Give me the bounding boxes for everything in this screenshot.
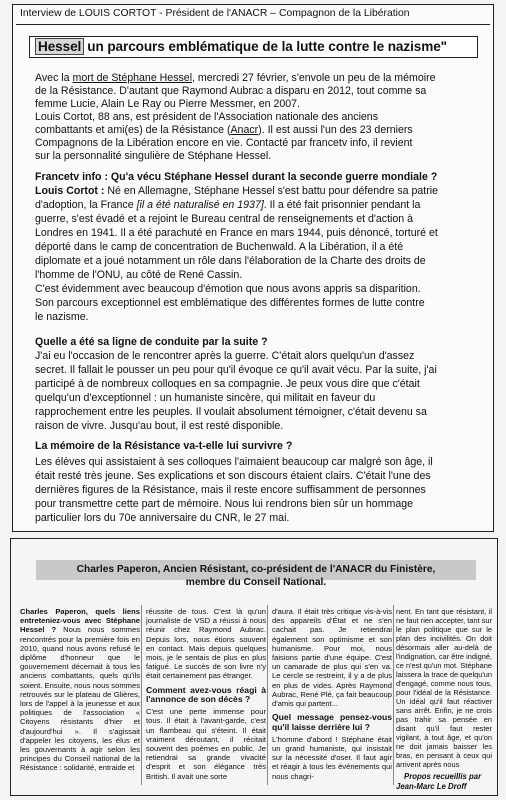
bottom-article-title	[40, 563, 472, 589]
answer-3-line-4: pour transmettre cette part de mémoire. Nous lui rendrons bien sûr un hommage	[35, 498, 414, 510]
answer-1-line-9: Son parcours exceptionnel est emblématique des différentes formes de lutte contre	[35, 297, 425, 309]
intro-line-6: Compagnons de la Libération encore en vie. Contacté par francetv info, il revient	[35, 137, 413, 149]
bottom-title-line-1: Charles Paperon, Ancien Résistant, co-président de l'ANACR du Finistère,	[76, 564, 436, 575]
answer-2-line-6: raison de vivre. Jusqu'au bout, il est resté disponible.	[35, 420, 284, 432]
answer-2-line-5: rapprochement entre les peuples. Il voulait absolument témoigner, c'était devenu sa	[35, 406, 427, 418]
header-role: - Président de l'ANACR – Compagnon de la Libération	[156, 8, 410, 19]
intro-text: , mercredi 27 février, s'envole un peu de la mémoire	[192, 72, 436, 84]
answer-aside: [il a été naturalisé en 1937]	[136, 199, 264, 211]
answer-1-line-2	[35, 199, 482, 212]
intro-line-1	[35, 72, 482, 85]
answer-2-line-4: quelqu'un d'exceptionnel : un humaniste sincère, qui militait en faveur du	[35, 392, 376, 404]
answer-2-line-2: secret. Il fallait le pousser un peu pour qu'il évoque ce qu'il avait vécu. Par la suite, j'ai	[35, 364, 437, 376]
column-2-text-2: C'est une perte immense pour tous. Il était à l'avant-garde, c'est un flambeau qui s'éteint. Il était vraiment déroutant, il récitait souvent des poèmes en public. Je retiendrai sa grande vivacité d'esprit et son élégance très British. Il avait une sorte	[146, 707, 266, 781]
column-1	[20, 607, 140, 773]
credit-line-2: Jean-Marc Le Droff	[396, 782, 467, 791]
answer-1-line-3: guerre, s'est évadé et a rejoint le Bureau central de renseignements et d'action à	[35, 213, 413, 225]
header-name: Interview de LOUIS CORTOT	[20, 8, 157, 19]
column-divider	[141, 605, 142, 785]
column-3-text-2: L'homme d'abord ! Stéphane était un grand humaniste, qui insistait sur la nécessité d'oser. Il faut agir et réagir à tous les événements qui nous chagri-	[272, 734, 392, 781]
header-divider	[16, 24, 490, 25]
answer-1-line-5: déporté dans le camp de concentration de Buchenwald. A la Libération, il a été	[35, 241, 404, 253]
column-2-question: Comment avez-vous réagi à l'annonce de son décès ?	[146, 684, 266, 705]
answer-3-line-2: était resté très jeune. Ses explications et son discours étaient clairs. C'était l'une des	[35, 470, 431, 482]
answer-text: Né en Allemagne, Stéphane Hessel s'est battu pour défendre sa patrie	[104, 185, 439, 197]
column-1-text: Nous nous sommes rencontrés pour la première fois en 2010, quand nous avons refusé le diplôme d'honneur que le gouvernement décernait à tous les anciens combattants, quels qu'ils soient. Ensuite, nous nous sommes retrouvés sur le plateau de Glières, lors de l'appel à la jeunesse et aux politiques de l'association « Citoyens résistants d'hier et d'aujourd'hui ». Il s'agissait d'appeler les citoyens, les élus et les gouvernants à agir selon les principes du Conseil national de la Résistance : solidarité, entraide et	[20, 625, 140, 773]
question-3: La mémoire de la Résistance va-t-elle lui survivre ?	[35, 440, 293, 452]
answer-2-line-1: J'ai eu l'occasion de le rencontrer après la guerre. C'était alors quelqu'un d'assez	[35, 350, 415, 362]
intro-line-7: sur la personnalité singulière de Stéphane Hessel.	[35, 150, 272, 162]
answer-1-line-1	[35, 185, 482, 198]
column-4	[396, 607, 492, 769]
hessel-death-link[interactable]: mort de Stéphane Hessel	[72, 72, 193, 84]
column-2-text-1: réussite de tous. C'est là qu'un journaliste de VSD a réussi à nous réunir chez Raymond Aubrac. Depuis lors, nous étions souvent en contact. Mais depuis quelques mois, je le sentais de plus en plus fatigué. Le succès de son livre n'y était certainement pas étranger.	[146, 607, 266, 681]
article-title	[36, 39, 447, 54]
answer-text: . Il a été fait prisonnier pendant la	[263, 199, 421, 211]
column-3-text-1: d'aura. Il était très critique vis-à-vis des appareils d'État et ne s'en cachait pas. Je retiendrai également son optimisme et son humanisme. Pour moi, nous faisions partie d'une équipe. C'est un camarade de plus qui s'en va. Le cercle se restreint, il y a de plus en plus de vides. Après Raymond Aubrac, René Plé, ça fait beaucoup d'amis qui partent...	[272, 607, 392, 709]
article-header	[20, 8, 490, 19]
question-2: Quelle a été sa ligne de conduite par la suite ?	[35, 336, 268, 348]
column-divider	[393, 605, 394, 785]
intro-line-5	[35, 124, 482, 137]
credit-line-1: Propos recueillis par	[404, 772, 482, 781]
column-4-text: nent. En tant que résistant, il ne faut rien accepter, tant sur le plan politique que sur le plan des incivilités. On doit désormais aller au-delà de l'indignation, car être indigné, ce n'est qu'un mot. Stéphane laissera la trace de quelqu'un d'engagé, comme nous tous, pour l'idéal de la Résistance. Un idéal qu'il faut réactiver sans arrêt. Enfin, je ne crois pas trahir sa pensée en disant qu'il faut rester vigilant, à tout âge, et qu'on ne doit jamais baisser les bras, en pensant à ceux qui arrivent après nous	[396, 607, 492, 769]
column-3-question: Quel message pensez-vous qu'il laisse derrière lui ?	[272, 712, 392, 733]
answer-1-line-10: le nazisme.	[35, 311, 89, 323]
answer-2-line-3: participé à de nombreux colloques en sa compagnie. Je peux vous dire que c'était	[35, 378, 420, 390]
intro-line-2: de la Résistance. D'autant que Raymond Aubrac a disparu en 2012, tout comme sa	[35, 85, 427, 97]
answer-text: d'adoption, la France	[35, 199, 137, 211]
answer-1-line-4: Londres en 1941. Il a été parachuté en France en mars 1944, puis dénoncé, torturé et	[35, 227, 438, 239]
answer-3-line-1: Les élèves qui assistaient à ses colloques l'aimaient beaucoup car malgré son âge, il	[35, 456, 433, 468]
intro-line-4: Louis Cortot, 88 ans, est président de l'Association nationale des anciens	[35, 111, 378, 123]
intro-text: ). Il est aussi l'un des 23 derniers	[258, 124, 413, 136]
column-2	[146, 607, 266, 781]
intro-line-3: femme Lucie, Alain Le Ray ou Pierre Messmer, en 2007.	[35, 98, 300, 110]
answer-3-line-5: particulier lors du 70e anniversaire du CNR, le 27 mai.	[35, 512, 290, 524]
bottom-title-line-2: membre du Conseil National.	[185, 577, 327, 588]
answer-3-line-3: dernières figures de la Résistance, mais il reste encore suffisamment de personnes	[35, 484, 426, 496]
anacr-link[interactable]: Anacr	[230, 124, 259, 136]
answer-1-line-8: C'est évidemment avec beaucoup d'émotion que nous avons appris sa disparition.	[35, 283, 421, 295]
intro-text: combattants et ami(es) de la Résistance (	[35, 124, 231, 136]
speaker-label: Louis Cortot :	[35, 185, 105, 197]
column-3	[272, 607, 392, 781]
intro-text: Avec la	[35, 72, 73, 84]
answer-1-line-6: diplomate et a joué notamment un rôle dans l'élaboration de la Charte des droits de	[35, 255, 426, 267]
question-1: Francetv info : Qu'a vécu Stéphane Hessel durant la seconde guerre mondiale ?	[35, 171, 438, 183]
column-divider	[267, 605, 268, 785]
title-highlight-hessel: Hessel	[38, 39, 82, 54]
title-text: un parcours emblématique de la lutte contre le nazisme"	[87, 39, 448, 54]
column-1-lead: Charles Paperon, quels liens entreteniez-vous avec Stéphane Hessel ?	[20, 607, 140, 635]
answer-1-line-7: l'homme de l'ONU, au côté de René Cassin.	[35, 269, 243, 281]
